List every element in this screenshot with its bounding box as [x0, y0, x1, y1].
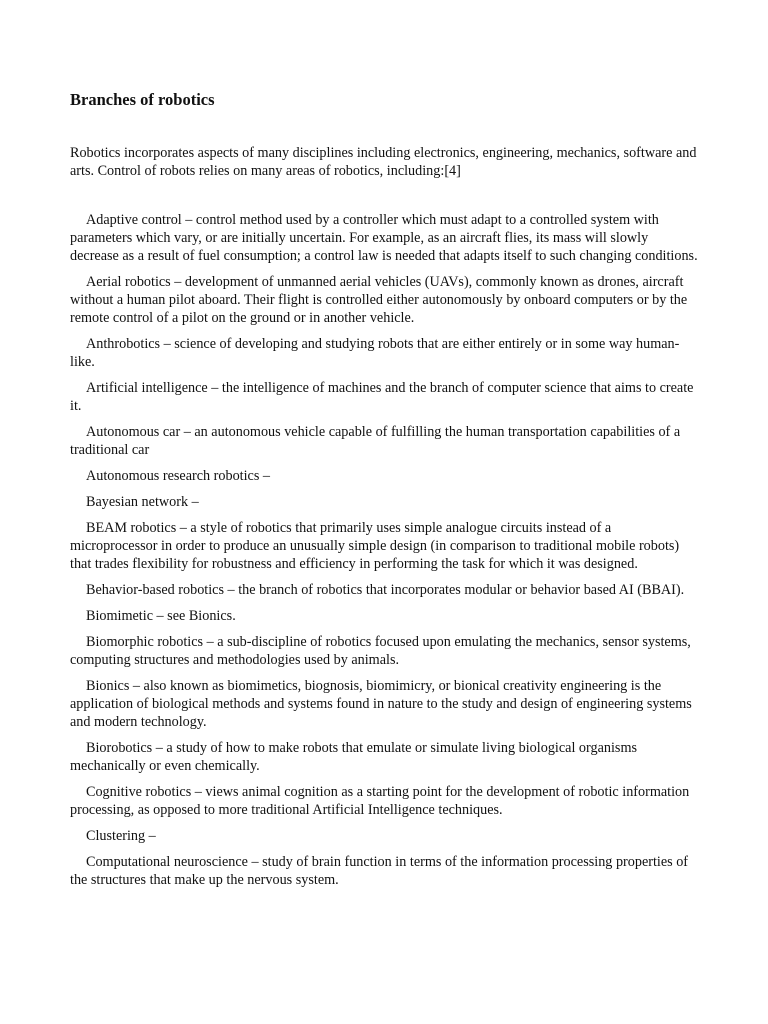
branch-entry-beam-robotics: BEAM robotics – a style of robotics that primarily uses simple analogue circuits instead of a microprocessor in order to produce an unusually simple design (in comparison to traditional mobile robots) that trades flexibility for robustness and efficiency in performing the task for which it was designed. — [70, 520, 680, 572]
branch-entry-artificial-intelligence: Artificial intelligence – the intelligence of machines and the branch of computer science that aims to create it. — [70, 380, 694, 414]
branch-entry-autonomous-car: Autonomous car – an autonomous vehicle capable of fulfilling the human transportation capabilities of a traditional car — [70, 424, 681, 458]
branch-entry-anthrobotics: Anthrobotics – science of developing and studying robots that are either entirely or in some way human-like. — [70, 336, 680, 370]
branch-entry-behavior-based-robotics: Behavior-based robotics – the branch of robotics that incorporates modular or behavior based AI (BBAI). — [86, 582, 685, 598]
branch-entry-aerial-robotics: Aerial robotics – development of unmanned aerial vehicles (UAVs), commonly known as drones, aircraft without a human pilot aboard. Their flight is controlled either autonomously by onboard computers or by the remote control of a pilot on the ground or in another vehicle. — [70, 274, 688, 326]
branch-entry-computational-neuroscience: Computational neuroscience – study of brain function in terms of the information processing properties of the structures that make up the nervous system. — [70, 854, 689, 888]
branch-list — [70, 211, 700, 897]
branch-entry-cognitive-robotics: Cognitive robotics – views animal cognition as a starting point for the development of robotic information processing, as opposed to more traditional Artificial Intelligence techniques. — [70, 784, 690, 818]
branch-entry-biomorphic-robotics: Biomorphic robotics – a sub-discipline of robotics focused upon emulating the mechanics, sensor systems, computing structures and methodologies used by animals. — [70, 634, 691, 668]
page-title: Branches of robotics — [70, 90, 215, 109]
branch-entry-autonomous-research-robotics: Autonomous research robotics – — [86, 468, 271, 484]
branch-entry-biomimetic: Biomimetic – see Bionics. — [86, 608, 236, 624]
branch-entry-adaptive-control: Adaptive control – control method used by a controller which must adapt to a controlled system with parameters which vary, or are initially uncertain. For example, as an aircraft flies, its mass will slowly decrease as a result of fuel consumption; a control law is needed that adapts itself to such changing conditions. — [70, 212, 698, 264]
branch-entry-biorobotics: Biorobotics – a study of how to make robots that emulate or simulate living biological organisms mechanically or even chemically. — [70, 740, 637, 774]
branch-entry-bionics: Bionics – also known as biomimetics, biognosis, biomimicry, or bionical creativity engineering is the application of biological methods and systems found in nature to the study and design of engineering systems and modern technology. — [70, 678, 692, 730]
branch-entry-bayesian-network: Bayesian network – — [86, 494, 199, 510]
branch-entry-clustering: Clustering – — [86, 828, 156, 844]
intro-paragraph: Robotics incorporates aspects of many disciplines including electronics, engineering, mechanics, software and arts. Control of robots relies on many areas of robotics, including:[4] — [70, 145, 697, 179]
